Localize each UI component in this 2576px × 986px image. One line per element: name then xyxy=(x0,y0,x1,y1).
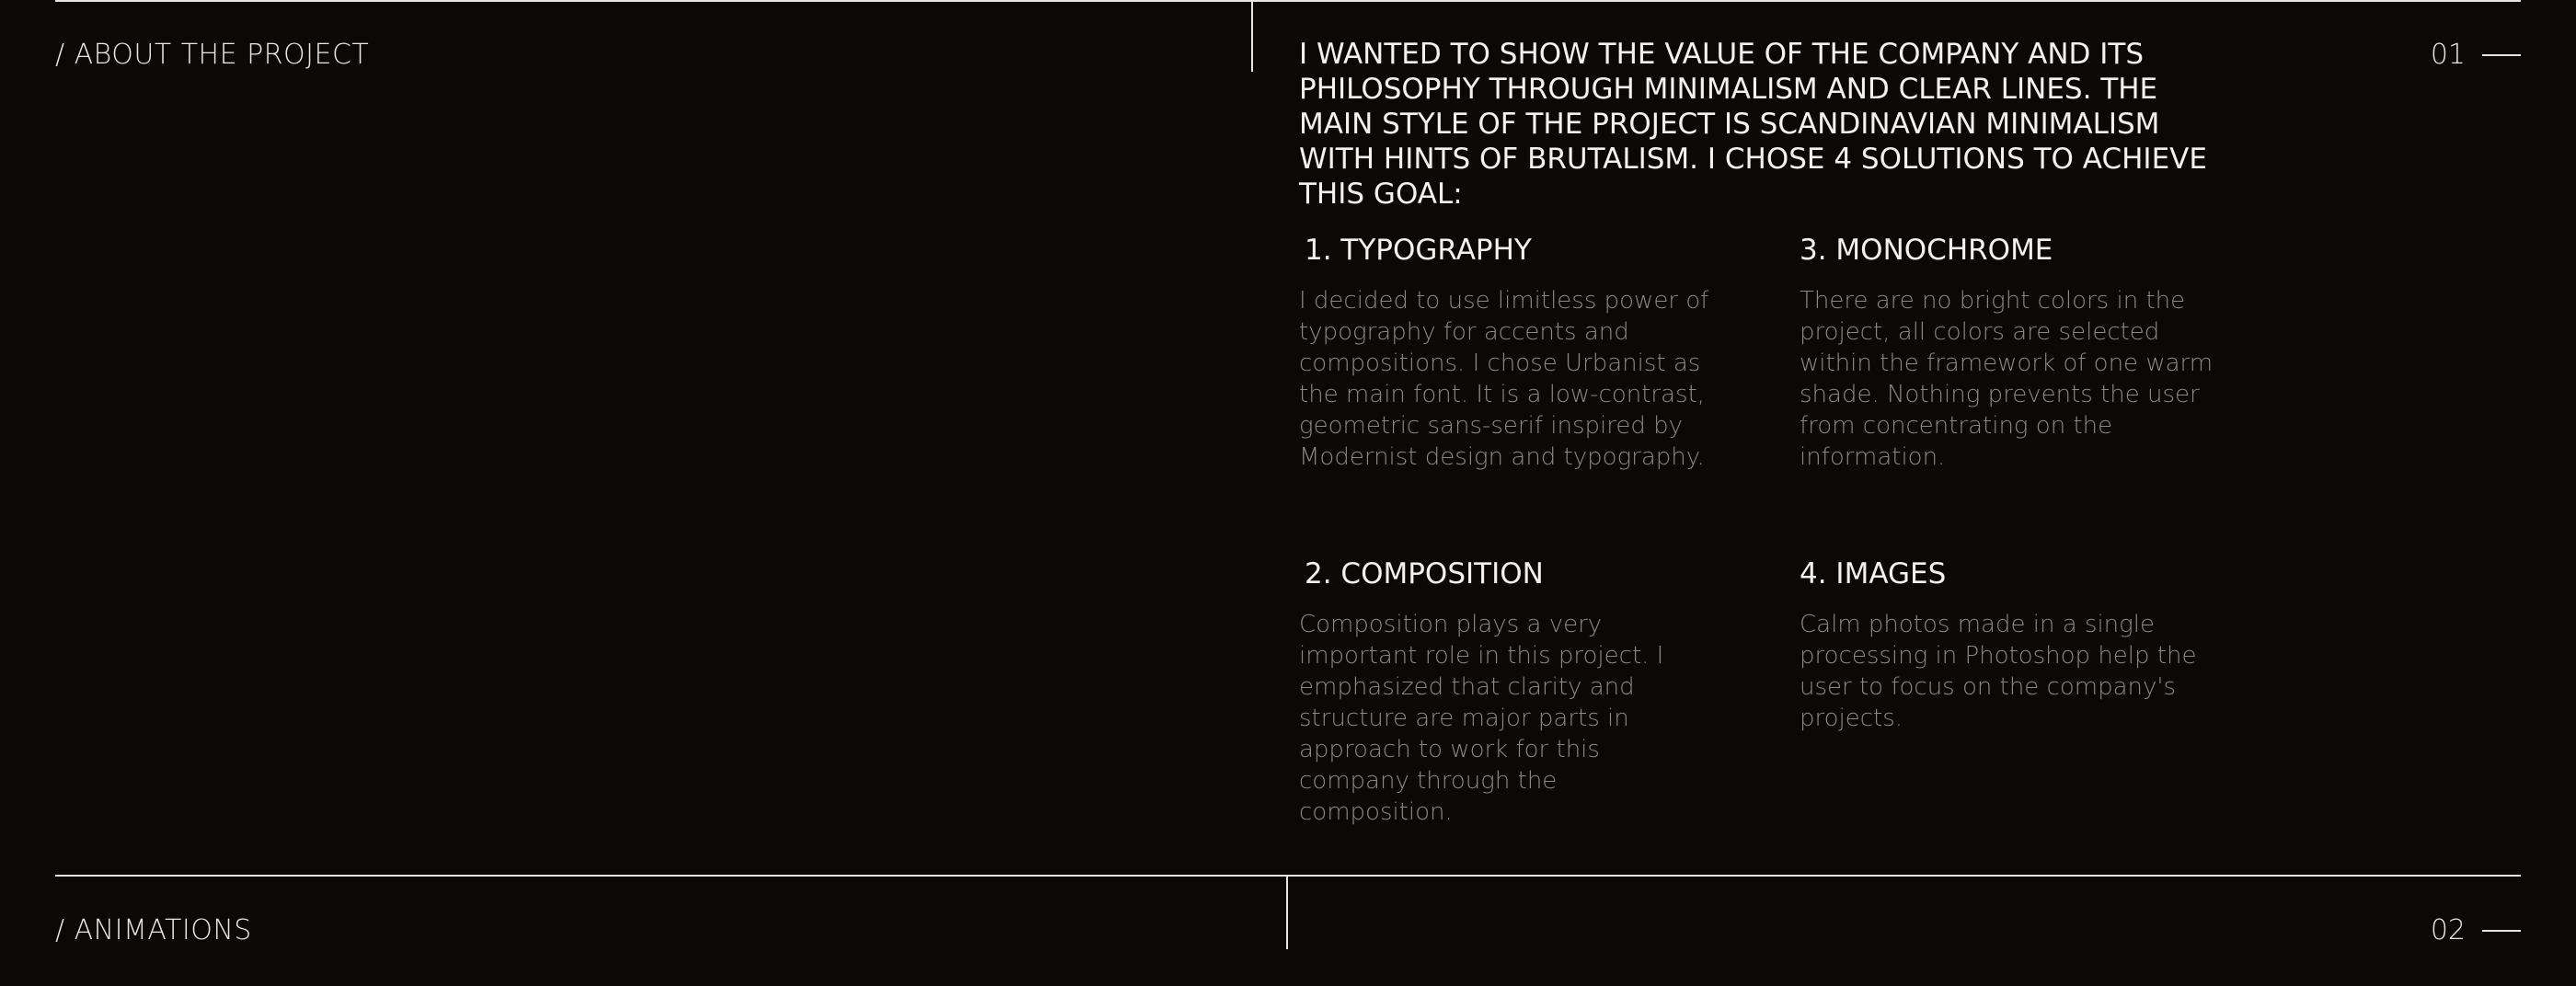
animations-section-label: / ANIMATIONS xyxy=(55,914,252,946)
top-vertical-divider xyxy=(1251,0,1253,72)
solution-composition xyxy=(1299,557,1713,828)
page-number-text: 01 xyxy=(2430,39,2466,71)
top-divider xyxy=(55,0,2521,2)
solution-typography xyxy=(1299,234,1713,473)
solution-title: 3. MONOCHROME xyxy=(1800,234,2053,267)
about-section-label: / ABOUT THE PROJECT xyxy=(55,39,370,71)
solution-title: 2. COMPOSITION xyxy=(1305,557,1544,590)
animations-divider xyxy=(55,875,2521,877)
about-page-number xyxy=(2431,39,2521,71)
animations-vertical-divider xyxy=(1286,876,1288,949)
solution-images xyxy=(1800,557,2214,734)
solution-title: 1. TYPOGRAPHY xyxy=(1305,234,1532,267)
dash-icon xyxy=(2482,930,2521,932)
animations-page-number xyxy=(2431,914,2521,946)
dash-icon xyxy=(2482,54,2521,56)
solution-text: I decided to use limitless power of typography for accents and compositions. I chose Urbanist as the main font. It is a low-contrast, geometric sans-serif inspired by Modernist design and typography. xyxy=(1299,287,1709,471)
solution-text: Calm photos made in a single processing in Photoshop help the user to focus on the company's projects. xyxy=(1800,611,2197,732)
solution-text: Composition plays a very important role in this project. I emphasized that clarity and structure are major parts in approach to work for this company through the composition. xyxy=(1299,611,1664,826)
about-intro-text: I WANTED TO SHOW THE VALUE OF THE COMPANY AND ITS PHILOSOPHY THROUGH MINIMALISM AND CLEAR LINES. THE MAIN STYLE OF THE PROJECT IS SCANDINAVIAN MINIMALISM WITH HINTS OF BRUTALISM. I CHOSE 4 SOLUTIONS TO ACHIEVE THIS GOAL: xyxy=(1299,38,2207,211)
solution-title: 4. IMAGES xyxy=(1800,557,1947,590)
solution-monochrome xyxy=(1800,234,2214,473)
solution-text: There are no bright colors in the project, all colors are selected within the framework of one warm shade. Nothing prevents the user from concentrating on the information. xyxy=(1800,287,2214,471)
page-number-text: 02 xyxy=(2430,914,2466,946)
